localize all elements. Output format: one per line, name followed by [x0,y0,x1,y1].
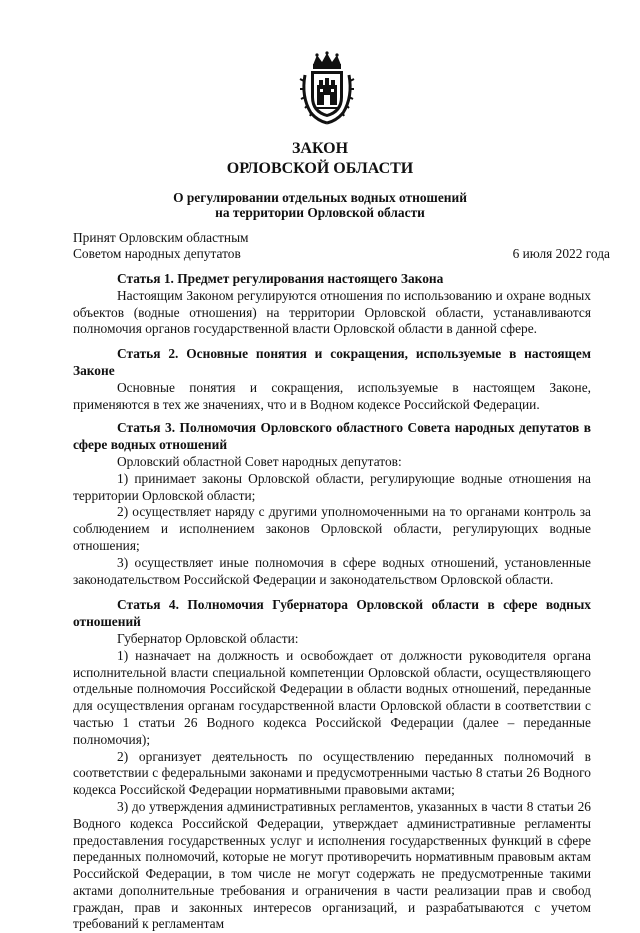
law-subject-line1: О регулировании отдельных водных отношений [173,190,467,205]
article-3-item-3: 3) осуществляет иные полномочия в сфере водных отношений, установленные законодательством Российской Федерации и законодательством Орловской области. [73,554,591,587]
article-2-heading: Статья 2. Основные понятия и сокращения, используемые в настоящем Законе [73,346,591,378]
article-1-paragraph: Настоящим Законом регулируются отношения по использованию и охране водных объектов (водные отношения) на территории Орловской области, устанавливаются полномочия органов государственной власти Орловской области в данной сфере. [73,287,591,337]
article-3-item-1: 1) принимает законы Орловской области, регулирующие водные отношения на территории Орловской области; [73,470,591,503]
article-3-intro: Орловский областной Совет народных депутатов: [117,453,402,469]
article-3-item-2: 2) осуществляет наряду с другими уполномоченными на то органами контроль за соблюдением и исполнением законов Орловской области, регулирующих водные отношения; [73,504,591,553]
coat-of-arms-icon [299,51,355,125]
article-2-paragraph: Основные понятия и сокращения, используемые в настоящем Законе, применяются в тех же значениях, что и в Водном кодексе Российской Федерации. [73,379,591,412]
article-4-item-2: 2) организует деятельность по осуществлению переданных полномочий в соответствии с федеральными законами и предусмотренными частью 8 статьи 26 Водного кодекса Российской Федерации нормативными правовыми актами; [73,748,591,798]
article-1-heading: Статья 1. Предмет регулирования настоящего Закона [117,271,444,286]
law-subject-line2: на территории Орловской области [215,205,425,220]
law-title: ЗАКОН [291,140,349,157]
adoption-line1: Принят Орловским областным [73,230,249,245]
adoption-date: 6 июля 2022 года [512,246,610,261]
article-4-item-1: 1) назначает на должность и освобождает от должности руководителя органа исполнительной власти специальной компетенции Орловской области, осуществляющего отдельные полномочия Российской Федерации в области водных отношений, переданные для осуществления органам государственной власти Орловской области в соответствии с частью 1 статьи 26 Водного кодекса Российской Федерации (далее – переданные полномочия); [73,647,591,747]
law-body [73,271,591,933]
article-3-heading: Статья 3. Полномочия Орловского областного Совета народных депутатов в сфере водных отношений [73,420,591,453]
article-4-heading: Статья 4. Полномочия Губернатора Орловской области в сфере водных отношений [73,597,591,630]
law-region: ОРЛОВСКОЙ ОБЛАСТИ [226,160,414,177]
article-4-intro: Губернатор Орловской области: [117,630,299,646]
adoption-note [73,230,249,262]
adoption-line2: Советом народных депутатов [73,246,241,261]
article-4-item-3: 3) до утверждения административных регламентов, указанных в части 8 статьи 26 Водного кодекса Российской Федерации, утверждает административные регламенты предоставления государственных услуг и исполнения государственных функций в сфере переданных полномочий, которые не могут противоречить нормативным правовым актам Российской Федерации, в том числе не могут содержать не предусмотренные такими актами дополнительные требования и ограничения в части реализации прав и свобод граждан, прав и законных интересов организаций, и разрабатываются с учетом требований к регламентам [73,798,591,932]
